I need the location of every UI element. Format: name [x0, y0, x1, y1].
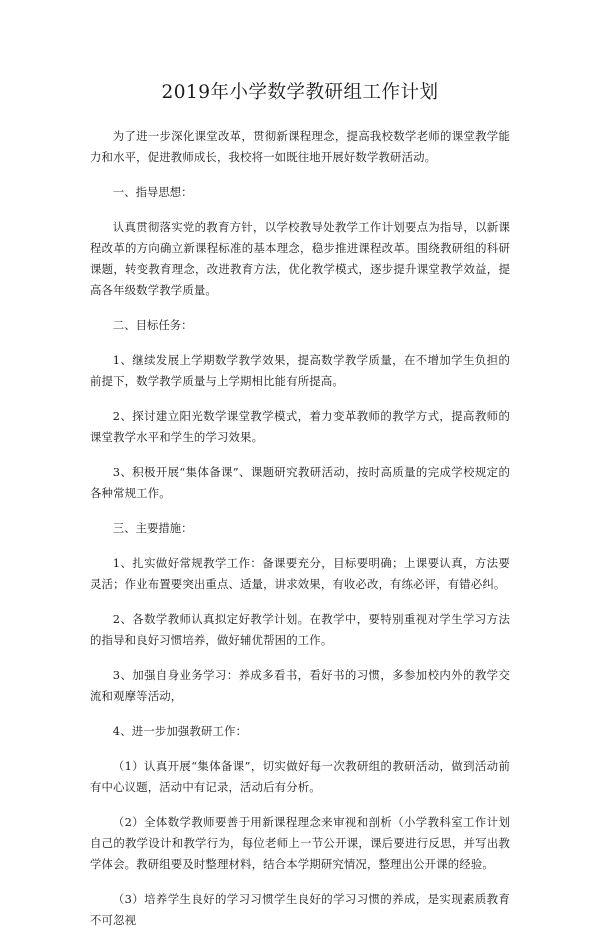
section-heading-guiding-ideology: 一、指导思想： — [112, 185, 193, 199]
measure-subitem-3: （3）培养学生良好的学习习惯学生良好的学习习惯的养成，是实现素质教育不可忽视 — [90, 892, 510, 927]
section-heading-measures: 三、主要措施： — [112, 521, 193, 535]
measure-item-3: 3、加强自身业务学习：养成多看书，看好书的习惯，多参加校内外的教学交流和观摩等活动， — [90, 668, 510, 703]
goal-item-3: 3、积极开展“集体备课”、课题研究教研活动，按时高质量的完成学校规定的各种常规工作。 — [90, 465, 510, 500]
measure-subitem-1: （1）认真开展“集体备课”，切实做好每一次教研组的教研活动，做到活动前有中心议题，活动中有记录，活动后有分析。 — [90, 759, 510, 794]
guiding-ideology-paragraph: 认真贯彻落实党的教育方针，以学校教导处教学工作计划要点为指导，以新课程改革的方向确立新课程标准的基本理念，稳步推进课程改革。围绕教研组的科研课题，转变教育理念，改进教育方法，优化教学模式，逐步提升课堂教学效益，提高各年级数学教学质量。 — [90, 220, 510, 297]
measure-item-4: 4、进一步加强教研工作： — [112, 724, 248, 738]
measure-item-1: 1、扎实做好常规教学工作：备课要充分，目标要明确；上课要认真，方法要灵活；作业布置要突出重点、适量，讲求效果，有收必改，有练必评，有错必纠。 — [90, 556, 510, 591]
goal-item-2: 2、探讨建立阳光数学课堂教学模式，着力变革教师的教学方式，提高教师的课堂教学水平和学生的学习效果。 — [90, 409, 510, 444]
section-heading-goals: 二、目标任务： — [112, 318, 193, 332]
goal-item-1: 1、继续发展上学期数学教学效果，提高数学教学质量，在不增加学生负担的前提下，数学教学质量与上学期相比能有所提高。 — [90, 353, 510, 388]
intro-paragraph: 为了进一步深化课堂改革，贯彻新课程理念，提高我校数学老师的课堂教学能力和水平，促进教师成长，我校将一如既往地开展好数学教研活动。 — [90, 129, 510, 164]
document-title: 2019年小学数学教研组工作计划 — [161, 82, 439, 103]
measure-item-2: 2、各数学教师认真拟定好教学计划。在教学中，要特别重视对学生学习方法的指导和良好习惯培养，做好辅优帮困的工作。 — [90, 612, 510, 647]
measure-subitem-2: （2）全体数学教师要善于用新课程理念来审视和剖析（小学教科室工作计划自己的教学设计和教学行为，每位老师上一节公开课，课后要进行反思，并写出教学体会。教研组要及时整理材料，结合本学期研究情况，整理出公开课的经验。 — [90, 815, 510, 871]
